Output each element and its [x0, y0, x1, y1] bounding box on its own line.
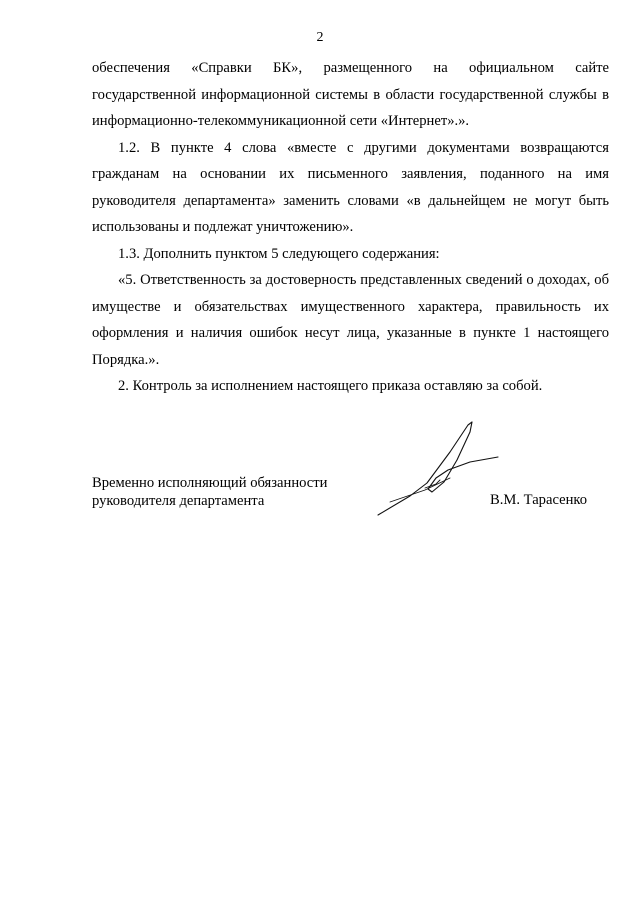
- paragraph-1-2: 1.2. В пункте 4 слова «вместе с другими документами возвращаются гражданам на основании их письменного заявления, поданного на имя руководителя департамента» заменить словами «в дальнейщем не могут быть использованы и подлежат уничтожению».: [92, 139, 609, 235]
- signer-title-line-2: руководителя департамента: [92, 493, 265, 509]
- signer-name: В.М. Тарасенко: [490, 492, 588, 508]
- paragraph-continuation: обеспечения «Справки БК», размещенного на официальном сайте государственной информационной системы в области государственной службы в информационно-телекоммуникационной сети «Интернет».».: [92, 60, 609, 129]
- paragraph-1-3: 1.3. Дополнить пунктом 5 следующего содержания:: [118, 245, 440, 262]
- paragraph-point-5: «5. Ответственность за достоверность представленных сведений о доходах, об имуществе и обязательствах имущественного характера, правильность их оформления и наличия ошибок несут лица, указанные в пункте 1 настоящего Порядка.».: [92, 272, 609, 368]
- document-body: [92, 55, 609, 400]
- signer-title-line-1: Временно исполняющий обязанности: [92, 475, 328, 491]
- signature-block: [92, 474, 612, 510]
- page-number: 2: [316, 30, 324, 45]
- paragraph-2: 2. Контроль за исполнением настоящего приказа оставляю за собой.: [118, 378, 543, 394]
